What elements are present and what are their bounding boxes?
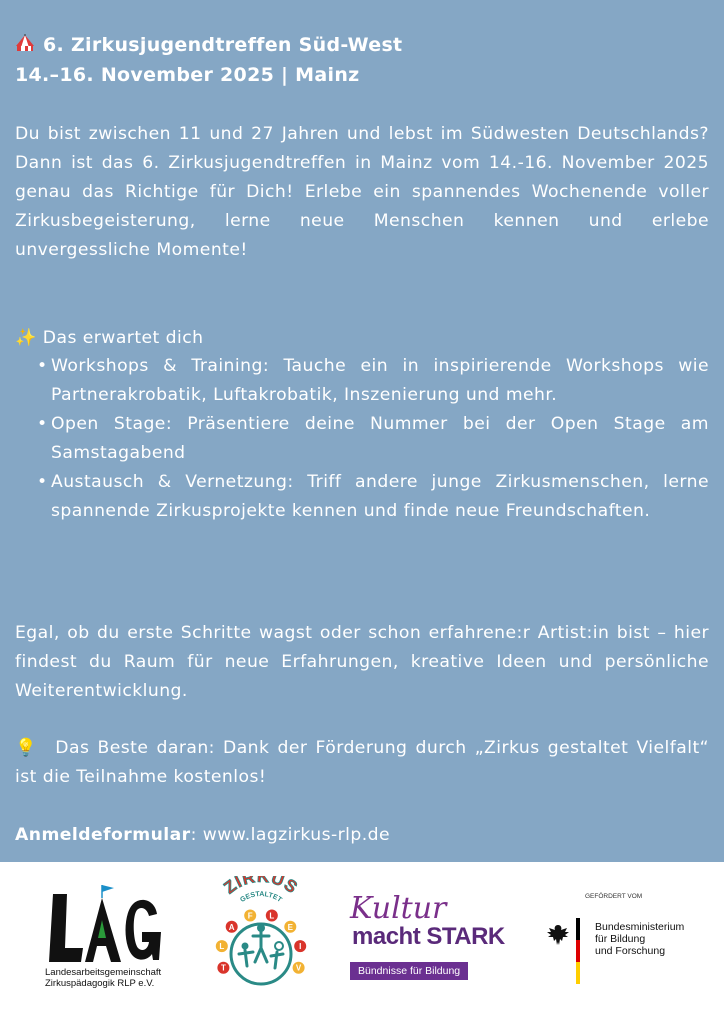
lag-caption: Landesarbeitsgemeinschaft Zirkuspädagogik RLP e.V. — [45, 967, 162, 989]
zirkus-gestaltet-vielfalt-logo — [205, 876, 317, 998]
lightbulb-icon: 💡 — [15, 738, 40, 758]
zirkus-word: ZIRKUS — [220, 876, 302, 898]
signup-link[interactable]: www.lagzirkus-rlp.de — [202, 825, 391, 845]
event-date-location: 14.–16. November 2025 | Mainz — [15, 64, 360, 86]
list-item: • Workshops & Training: Tauche ein in inspirierende Workshops wie Partnerakrobatik, Luftakrobatik, Inszenierung und mehr. — [37, 356, 709, 405]
sparkles-icon: ✨ — [15, 328, 37, 348]
event-title — [15, 34, 402, 57]
signup-label: Anmeldeformular — [15, 825, 191, 845]
german-flag — [576, 918, 580, 984]
expect-heading — [15, 324, 709, 353]
list-item: • Open Stage: Präsentiere deine Nummer bei der Open Stage am Samstagabend — [37, 414, 709, 463]
list-item: • Austausch & Vernetzung: Triff andere junge Zirkusmenschen, lerne spannende Zirkusprojekte kennen und finde neue Freundschaften. — [37, 472, 709, 521]
vielfalt-letter: L — [269, 911, 275, 921]
svg-text:GESTALTET — [239, 891, 283, 904]
vielfalt-letter: I — [299, 942, 302, 952]
expect-heading-text: Das erwartet dich — [42, 328, 204, 348]
kultur-macht-stark-logo: Kultur macht STARK Bündnisse für Bildung — [348, 890, 523, 985]
event-title-text: 6. Zirkusjugendtreffen Süd-West — [43, 34, 403, 56]
vielfalt-letter: A — [228, 922, 235, 932]
expect-list — [15, 352, 709, 526]
vielfalt-letter: E — [287, 922, 293, 932]
vielfalt-letter: T — [220, 963, 226, 973]
intro-paragraph: Du bist zwischen 11 und 27 Jahren und lebst im Südwesten Deutschlands? Dann ist das 6. Zirkusjugendtreffen in Mainz vom 14.-16. November 2025 genau das Richtige für Dich! Erlebe ein spannendes Wochenende voller Zirkusbegeisterung, lerne neue Menschen kennen und erlebe unvergessliche Momente! — [15, 124, 709, 260]
vielfalt-letter: V — [295, 963, 302, 973]
openness-paragraph: Egal, ob du erste Schritte wagst oder schon erfahrene:r Artist:in bist – hier findest du Raum für neue Erfahrungen, kreative Ideen und persönliche Weiterentwicklung. — [15, 623, 709, 701]
gestaltet-word: GESTALTET — [239, 890, 283, 904]
highlight-paragraph: 💡 Das Beste daran: Dank der Förderung durch „Zirkus gestaltet Vielfalt“ ist die Teilnahme kostenlos! — [15, 738, 710, 787]
circus-tent-icon — [15, 34, 37, 57]
federal-eagle-icon — [545, 923, 571, 947]
signup-line: Anmeldeformular: www.lagzirkus-rlp.de — [15, 825, 391, 845]
vielfalt-letter: L — [219, 942, 225, 952]
vielfalt-letter: F — [247, 911, 253, 921]
ministry-name: Bundesministerium für Bildung und Forschung — [595, 921, 685, 957]
bmbf-logo: GEFÖRDERT VOM Bundesministerium für Bildung und Forschung — [545, 893, 705, 993]
